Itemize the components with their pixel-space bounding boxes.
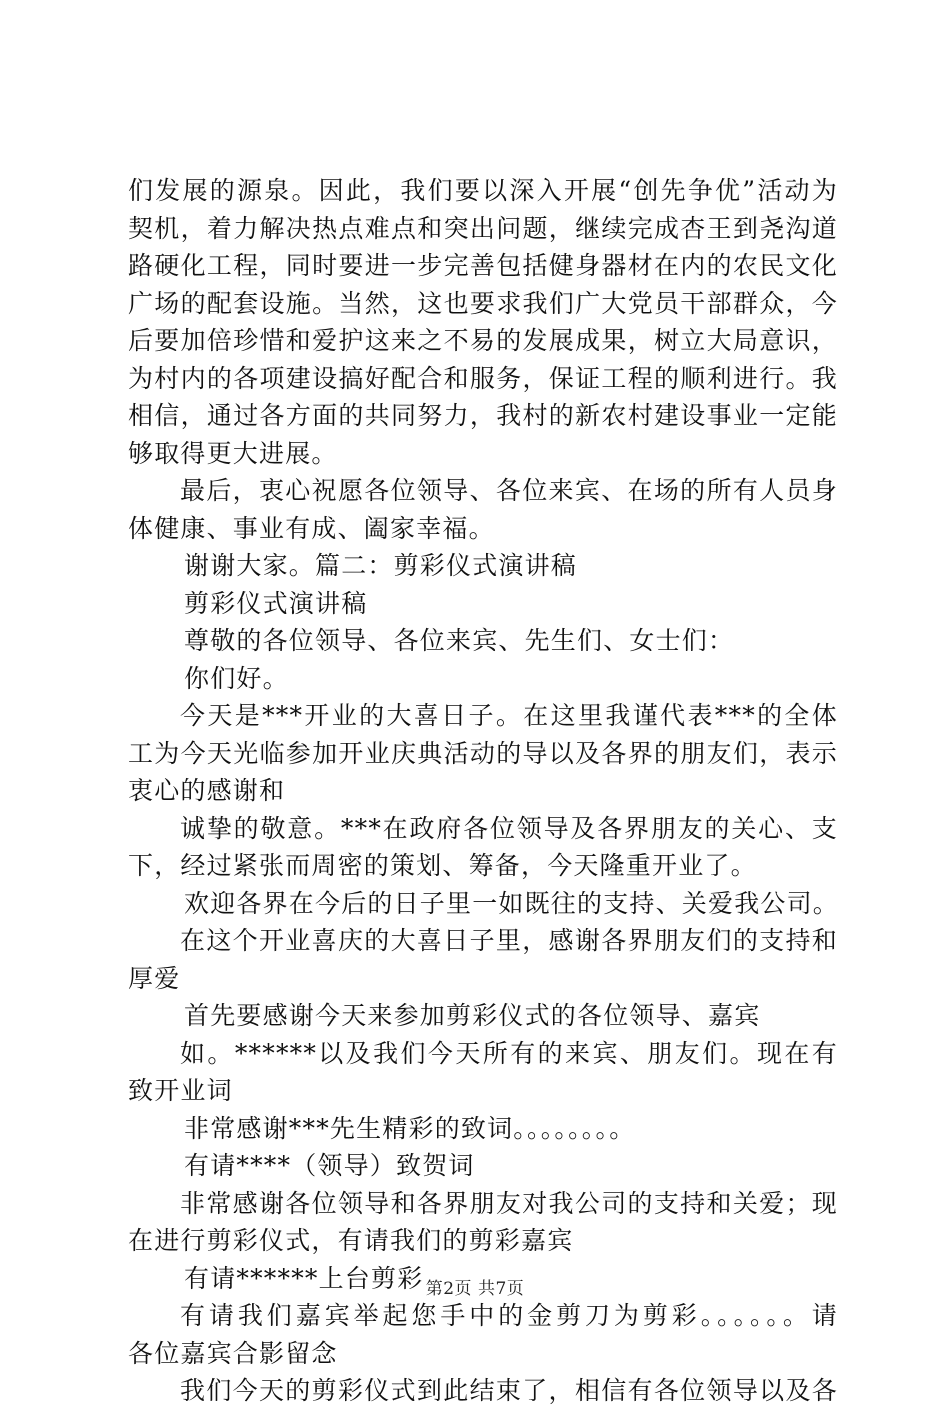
body-line: 在这个开业喜庆的大喜日子里，感谢各界朋友们的支持和 [180, 926, 838, 955]
document-body [128, 172, 838, 1410]
body-line: 今天是***开业的大喜日子。在这里我谨代表***的全体 [180, 701, 838, 730]
body-line: 有请****（领导）致贺词 [184, 1151, 475, 1180]
body-line: 有请******上台剪彩 [184, 1263, 424, 1293]
body-line: 契机，着力解决热点难点和突出问题，继续完成杏王到尧沟道 [128, 213, 838, 243]
body-line: 最后，衷心祝愿各位领导、各位来宾、在场的所有人员身 [180, 476, 838, 505]
body-line: 首先要感谢今天来参加剪彩仪式的各位领导、嘉宾 [184, 1001, 761, 1030]
body-line: 谢谢大家。篇二：剪彩仪式演讲稿 [184, 551, 578, 580]
body-line: 工为今天光临参加开业庆典活动的导以及各界的朋友们，表示 [128, 738, 838, 768]
body-line: 我们今天的剪彩仪式到此结束了，相信有各位领导以及各 [180, 1376, 838, 1405]
body-line: 广场的配套设施。当然，这也要求我们广大党员干部群众，今 [128, 288, 838, 318]
body-line: 非常感谢各位领导和各界朋友对我公司的支持和关爱；现 [180, 1188, 838, 1218]
body-line: 非常感谢***先生精彩的致词。。。。。。。。 [184, 1113, 636, 1143]
body-line: 诚挚的敬意。***在政府各位领导及各界朋友的关心、支 [180, 813, 838, 843]
body-line: 路硬化工程，同时要进一步完善包括健身器材在内的农民文化 [128, 251, 838, 280]
page-footer [0, 1274, 950, 1299]
body-line: 后要加倍珍惜和爱护这来之不易的发展成果，树立大局意识， [128, 326, 838, 355]
body-line: 欢迎各界在今后的日子里一如既往的支持、关爱我公司。 [184, 888, 840, 918]
body-line: 体健康、事业有成、阖家幸福。 [128, 513, 495, 543]
body-line: 们发展的源泉。因此，我们要以深入开展“创先争优”活动为 [128, 176, 838, 205]
body-line: 剪彩仪式演讲稿 [184, 588, 368, 618]
body-line: 为村内的各项建设搞好配合和服务，保证工程的顺利进行。我 [128, 363, 838, 393]
body-line: 在进行剪彩仪式，有请我们的剪彩嘉宾 [128, 1226, 574, 1255]
body-line: 各位嘉宾合影留念 [128, 1338, 338, 1368]
body-line: 衷心的感谢和 [128, 776, 286, 805]
body-line: 相信，通过各方面的共同努力，我村的新农村建设事业一定能 [128, 401, 838, 430]
body-line: 如。******以及我们今天所有的来宾、朋友们。现在有 [180, 1038, 838, 1068]
page-number: 第2页 共7页 [425, 1279, 525, 1299]
body-line: 够取得更大进展。 [128, 438, 338, 468]
body-line: 你们好。 [184, 663, 289, 693]
body-line: 有请我们嘉宾举起您手中的金剪刀为剪彩。。。。。。请 [180, 1301, 838, 1330]
body-line: 尊敬的各位领导、各位来宾、先生们、女士们： [184, 626, 735, 655]
body-line: 厚爱 [128, 963, 181, 993]
body-line: 下，经过紧张而周密的策划、筹备，今天隆重开业了。 [128, 851, 757, 880]
body-line: 致开业词 [128, 1076, 233, 1105]
